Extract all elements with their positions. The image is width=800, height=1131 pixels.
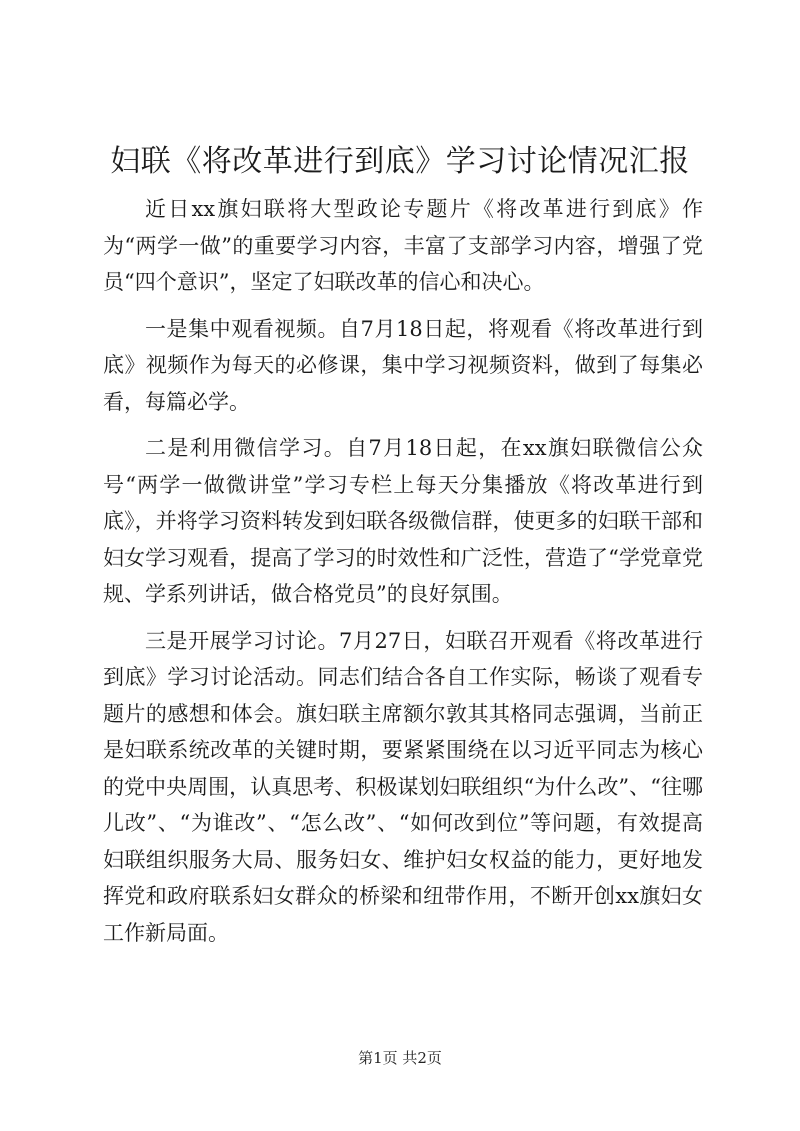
document-title: 妇联《将改革进行到底》学习讨论情况汇报 — [110, 144, 690, 179]
document-body — [103, 191, 703, 961]
paragraph-wechat: 二是利用微信学习。自7月18日起，在xx旗妇联微信公众号“两学一做微讲堂”学习专栏上每天分集播放《将改革进行到底》，并将学习资料转发到妇联各级微信群，使更多的妇联干部和妇女学习观看，提高了学习的时效性和广泛性，营造了“学党章党规、学系列讲话，做合格党员”的良好氛围。 — [103, 436, 703, 606]
page-number-footer: 第1页 共2页 — [358, 1049, 442, 1067]
paragraph-intro: 近日xx旗妇联将大型政论专题片《将改革进行到底》作为“两学一做”的重要学习内容，丰富了支部学习内容，增强了党员“四个意识”，坚定了妇联改革的信心和决心。 — [103, 197, 703, 294]
paragraph-video: 一是集中观看视频。自7月18日起，将观看《将改革进行到底》视频作为每天的必修课，集中学习视频资料，做到了每集必看，每篇必学。 — [103, 316, 703, 414]
paragraph-discussion: 三是开展学习讨论。7月27日，妇联召开观看《将改革进行到底》学习讨论活动。同志们结合各自工作实际，畅谈了观看专题片的感想和体会。旗妇联主席额尔敦其其格同志强调，当前正是妇联系统改革的关键时期，要紧紧围绕在以习近平同志为核心的党中央周围，认真思考、积极谋划妇联组织“为什么改”、“往哪儿改”、“为谁改”、“怎么改”、“如何改到位”等问题，有效提高妇联组织服务大局、服务妇女、维护妇女权益的能力，更好地发挥党和政府联系妇女群众的桥梁和纽带作用，不断开创xx旗妇女工作新局面。 — [103, 628, 703, 945]
